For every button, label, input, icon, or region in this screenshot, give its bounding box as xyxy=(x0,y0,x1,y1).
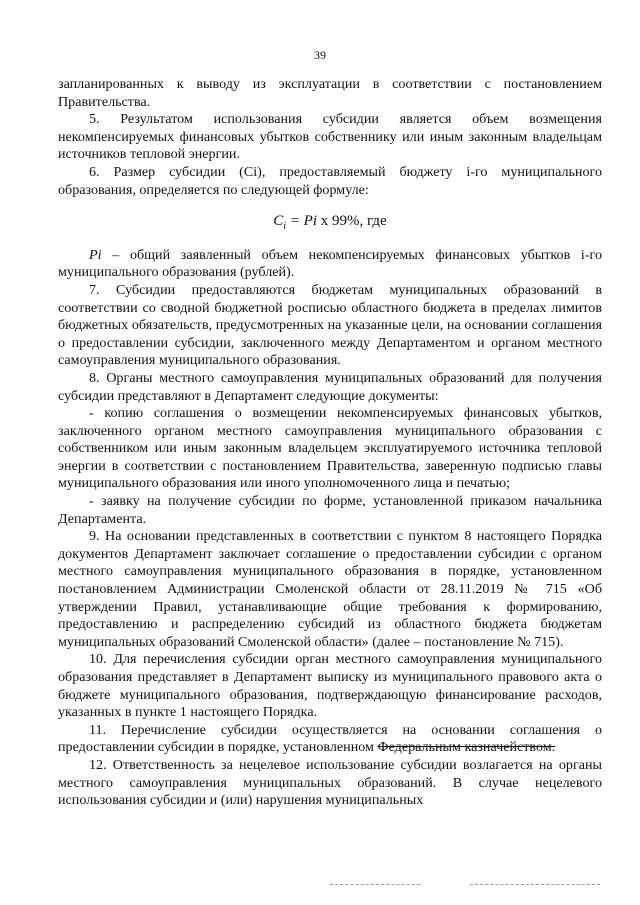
subsidy-formula xyxy=(58,213,602,231)
formula-c: C xyxy=(273,213,284,230)
paragraph-pi-definition xyxy=(58,247,602,282)
formula-pi: = Pi xyxy=(289,213,318,230)
paragraph-8: 8. Органы местного самоуправления муниципальных образований для получения субсидии представляют в Департамент следующие документы: xyxy=(58,369,602,404)
struck-text: Федеральным казначейством. xyxy=(377,739,556,756)
formula-sub-i: i xyxy=(283,221,287,233)
pi-definition-text: – общий заявленный объем некомпенсируемых финансовых убытков i-го муниципального образования (рублей). xyxy=(58,246,602,281)
paragraph-9: 9. На основании представленных в соответствии с пунктом 8 настоящего Порядка документов Департамент заключает соглашение о предоставлении субсидии с органом местного самоуправления муниципального образования в порядке, установленном постановлением Администрации Смоленской области от 28.11.2019 № 715 «Об утверждении Правил, устанавливающие общие требования к формированию, предоставлению и распределению субсидий из областного бюджета бюджетам муниципальных образований Смоленской области» (далее – постановление № 715). xyxy=(58,528,602,650)
pi-symbol: Pi xyxy=(89,246,102,263)
scan-artifact-line xyxy=(330,884,420,886)
paragraph-8-item-2: - заявку на получение субсидии по форме, установленной приказом начальника Департамента. xyxy=(58,493,602,527)
document-body xyxy=(58,76,602,810)
paragraph-12: 12. Ответственность за нецелевое использование субсидии возлагается на органы местного самоуправления муниципальных образований. В случае нецелевого использования субсидии и (или) нарушения муниципальных xyxy=(58,756,602,809)
paragraph-8-item-1: - копию соглашения о возмещении некомпенсируемых финансовых убытков, заключенного органом местного самоуправления муниципального образования с собственником или иным законным владельцем эксплуатируемого источника тепловой энергии в соответствии с постановлением Правительства, заверенную подписью главы муниципального образования или иного уполномоченного лица и печатью; xyxy=(58,405,602,492)
paragraph-5: 5. Результатом использования субсидии является объем возмещения некомпенсируемых финансовых убытков собственнику или иным законным владельцам источников тепловой энергии. xyxy=(58,111,602,163)
paragraph-7: 7. Субсидии предоставляются бюджетам муниципальных образований в соответствии со сводной бюджетной росписью областного бюджета в пределах лимитов бюджетных обязательств, предусмотренных на указанные цели, на основании соглашения о предоставлении субсидии, заключенного между Департаментом и органом местного самоуправления муниципального образования. xyxy=(58,281,602,369)
page-number: 39 xyxy=(314,48,326,62)
paragraph-6: 6. Размер субсидии (Ci), предоставляемый бюджету i-го муниципального образования, определяется по следующей формуле: xyxy=(58,163,602,198)
scan-artifact-line xyxy=(470,884,600,886)
formula-tail: x 99%, где xyxy=(320,213,387,230)
paragraph-continuation: запланированных к выводу из эксплуатации в соответствии с постановлением Правительства. xyxy=(58,76,602,110)
paragraph-10: 10. Для перечисления субсидии орган местного самоуправления муниципального образования представляет в Департамент выписку из муниципального правового акта о бюджете муниципального образования, подтверждающую финансирование расходов, указанных в пункте 1 настоящего Порядка. xyxy=(58,651,602,721)
paragraph-11-text: 11. Перечисление субсидии осуществляется на основании соглашения о предоставлении субсидии в порядке, установленном xyxy=(58,721,602,756)
paragraph-11 xyxy=(58,722,602,757)
